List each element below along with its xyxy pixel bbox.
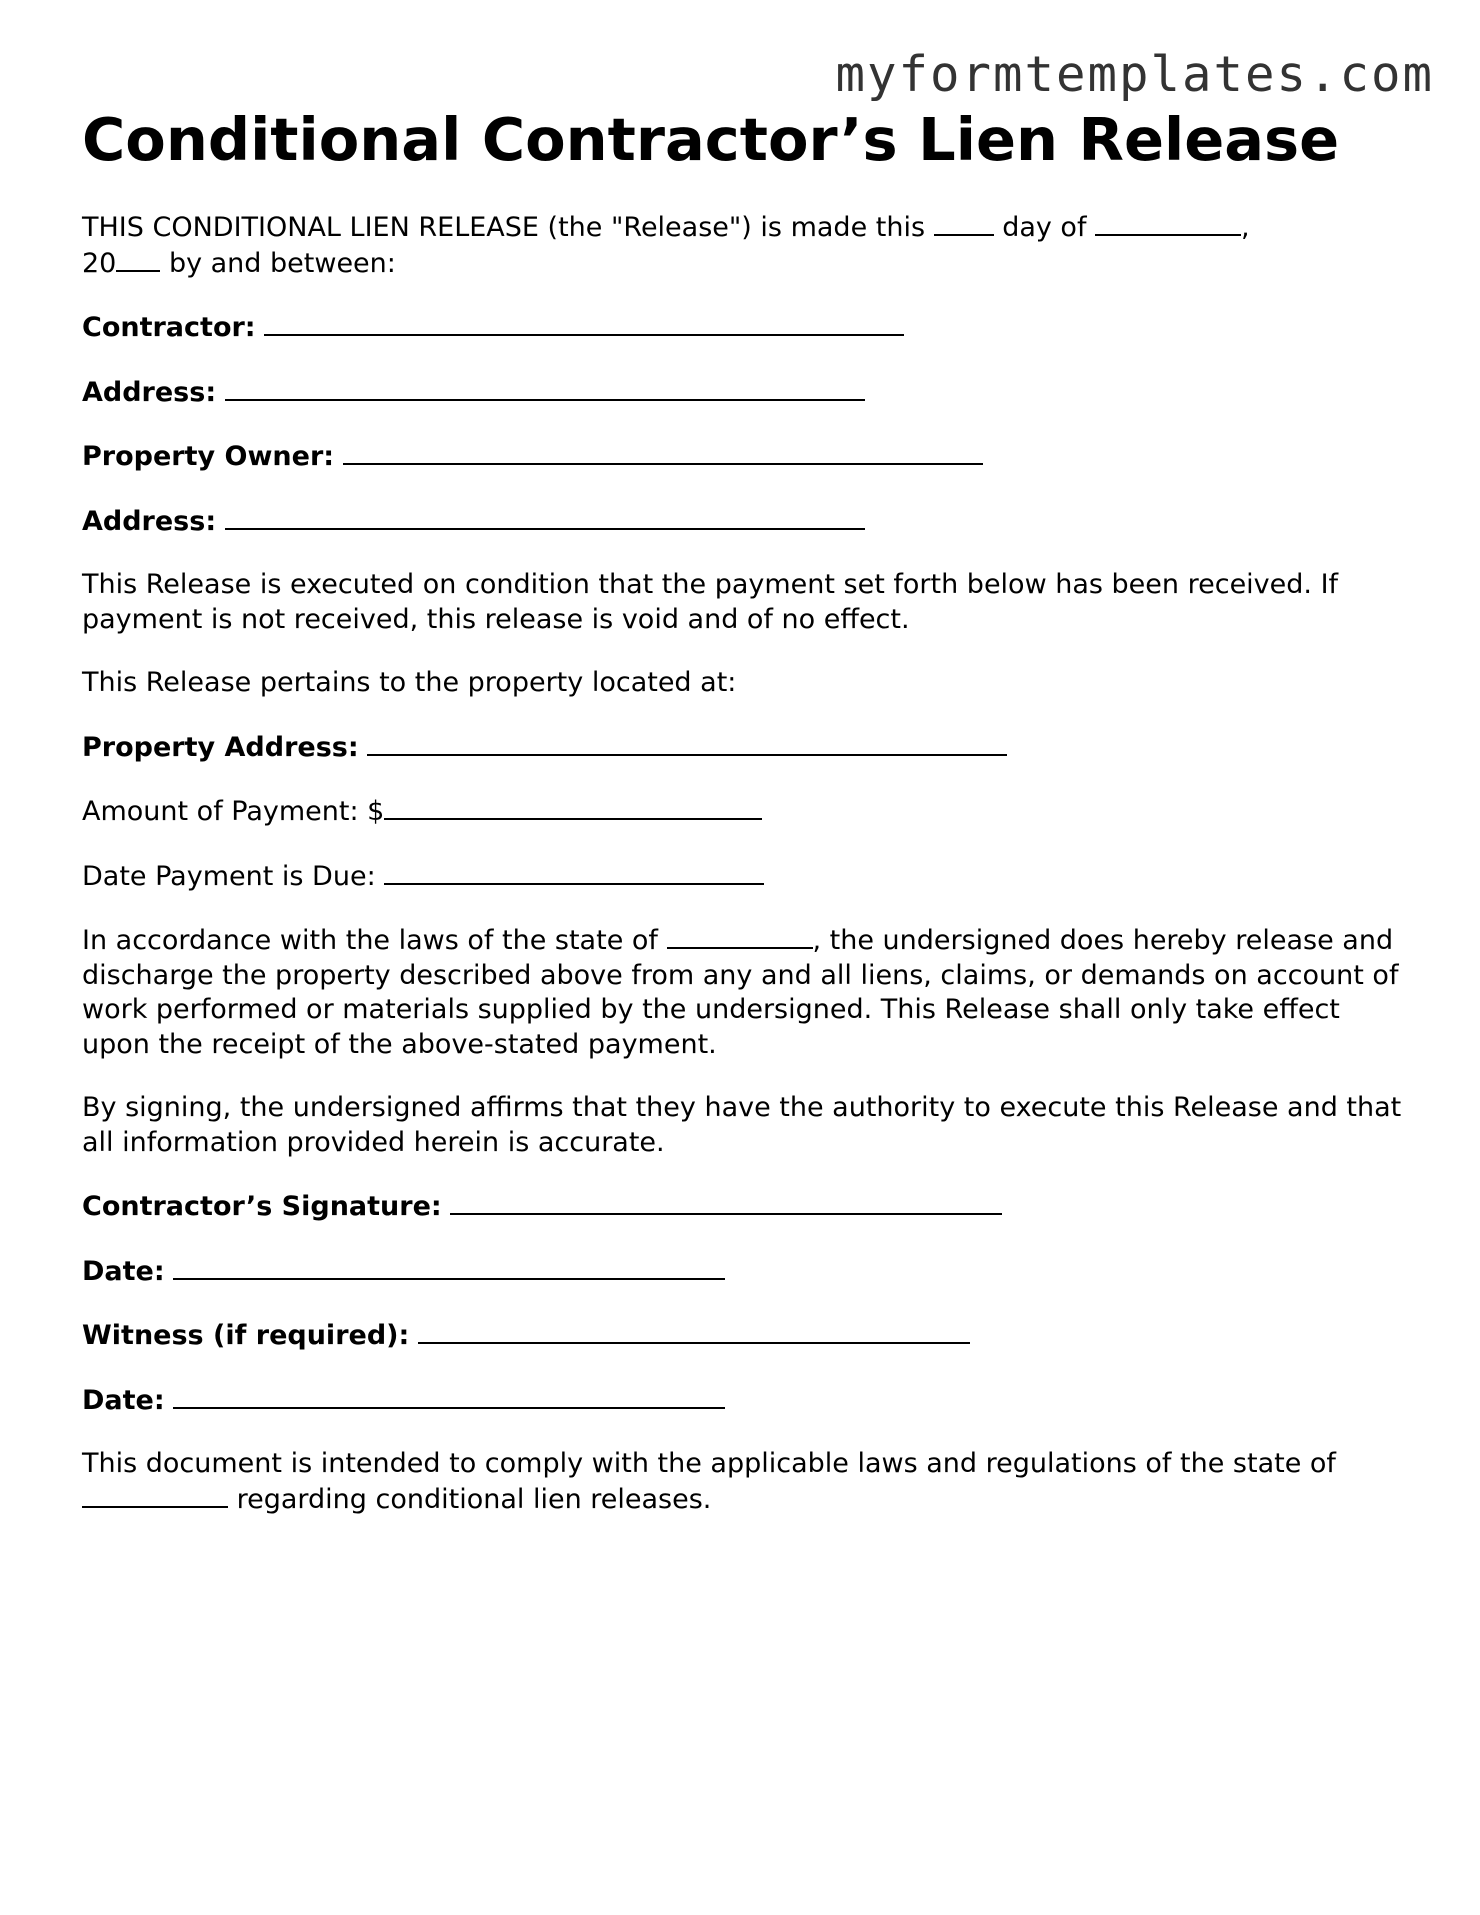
document-body <box>82 104 1412 1546</box>
intro-text-2: day of <box>993 212 1096 243</box>
affirm-paragraph: By signing, the undersigned affirms that they have the authority to execute this Release and that all information provided herein is accurate. <box>82 1092 1402 1158</box>
date1-label: Date: <box>82 1255 165 1287</box>
owner-address-label: Address: <box>82 505 217 537</box>
release-text-1: In accordance with the laws of the state of <box>82 925 667 956</box>
day-blank[interactable] <box>934 210 994 236</box>
witness-field <box>82 1318 1412 1354</box>
condition-paragraph: This Release is executed on condition that the payment set forth below has been received. If payment is not received, this release is void and of no effect. <box>82 569 1339 635</box>
release-paragraph <box>82 923 1412 1062</box>
year-blank[interactable] <box>116 246 160 272</box>
contractor-signature-line[interactable] <box>450 1189 1002 1215</box>
release-text-2: , the undersigned does hereby release and discharge the property described above from any and all liens, claims, or demands on account of work performed or materials supplied by the undersigned. This Release shall only take effect upon the receipt of the above-stated payment. <box>82 925 1399 1060</box>
owner-address-line[interactable] <box>225 504 865 530</box>
owner-field <box>82 439 1412 475</box>
closing-paragraph <box>82 1447 1412 1517</box>
intro-text-1: THIS CONDITIONAL LIEN RELEASE (the "Release") is made this <box>82 212 934 243</box>
contractor-address-field <box>82 375 1412 411</box>
watermark: myformtemplates.com <box>835 46 1434 103</box>
property-address-field <box>82 730 1412 766</box>
contractor-address-label: Address: <box>82 376 217 408</box>
owner-label: Property Owner: <box>82 441 335 472</box>
pertains-paragraph: This Release pertains to the property located at: <box>82 667 737 698</box>
state-blank[interactable] <box>667 923 813 949</box>
intro-text-4: 20 <box>82 247 117 279</box>
date1-field <box>82 1254 1412 1290</box>
due-date-line[interactable] <box>384 859 764 885</box>
intro-text-3: , <box>1241 212 1250 243</box>
date1-line[interactable] <box>173 1254 725 1280</box>
intro-text-5: by and between: <box>160 247 396 279</box>
owner-line[interactable] <box>343 439 983 465</box>
owner-address-field <box>82 504 1412 540</box>
document-title: Conditional Contractor’s Lien Release <box>82 105 1340 174</box>
contractor-label: Contractor: <box>82 312 256 343</box>
property-address-line[interactable] <box>367 730 1007 756</box>
date2-field <box>82 1383 1412 1419</box>
amount-line[interactable] <box>384 794 762 820</box>
due-date-field <box>82 859 1412 895</box>
contractor-line[interactable] <box>264 310 904 336</box>
contractor-signature-label: Contractor’s Signature: <box>82 1191 442 1222</box>
amount-field <box>82 794 1412 830</box>
amount-label: Amount of Payment: $ <box>82 796 385 827</box>
due-date-label: Date Payment is Due: <box>82 860 376 892</box>
closing-text-2: regarding conditional lien releases. <box>228 1483 712 1515</box>
contractor-field <box>82 310 1412 346</box>
date2-line[interactable] <box>173 1383 725 1409</box>
month-blank[interactable] <box>1095 210 1241 236</box>
contractor-address-line[interactable] <box>225 375 865 401</box>
date2-label: Date: <box>82 1384 165 1416</box>
closing-text-1: This document is intended to comply with the applicable laws and regulations of the state of <box>82 1448 1336 1479</box>
property-address-label: Property Address: <box>82 731 359 763</box>
witness-label: Witness (if required): <box>82 1320 410 1351</box>
contractor-signature-field <box>82 1189 1412 1225</box>
intro-paragraph <box>82 210 1412 281</box>
closing-state-blank[interactable] <box>82 1482 228 1508</box>
witness-line[interactable] <box>418 1318 970 1344</box>
